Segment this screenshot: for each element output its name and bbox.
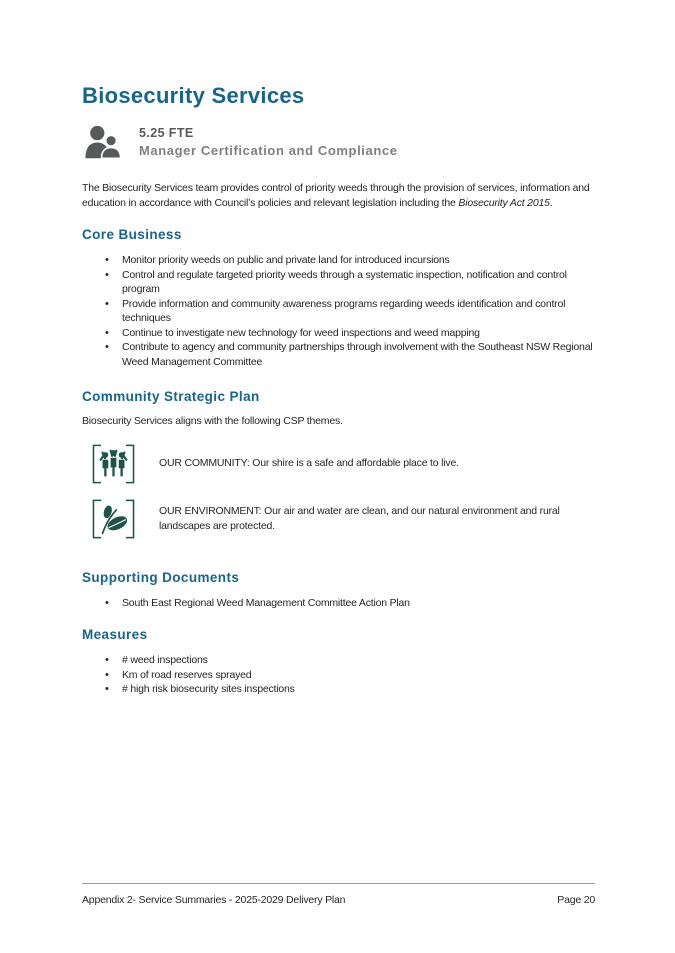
- footer-document-title: Appendix 2- Service Summaries - 2025-2029 Delivery Plan: [82, 894, 346, 906]
- csp-intro-text: Biosecurity Services aligns with the following CSP themes.: [82, 415, 343, 427]
- footer-page-number: Page 20: [557, 894, 595, 906]
- csp-section: [82, 389, 593, 540]
- intro-text-after: .: [549, 196, 553, 209]
- csp-theme-community: [82, 443, 593, 485]
- fte-value: 5.25 FTE: [139, 126, 194, 140]
- supporting-documents-list: [82, 596, 593, 611]
- intro-text-before: The Biosecurity Services team provides control of priority weeds through the provision of services, information and education in accordance with Council’s policies and relevant legislation including the: [82, 182, 590, 209]
- list-item: • Km of road reserves sprayed: [82, 668, 593, 683]
- list-item: • # weed inspections: [82, 653, 593, 668]
- supporting-documents-section: [82, 570, 593, 611]
- staffing-row: [82, 124, 593, 162]
- environment-theme-text: OUR ENVIRONMENT: Our air and water are clean, and our natural environment and rural landscapes are protected.: [159, 505, 560, 532]
- people-icon: [84, 124, 122, 162]
- manager-title: Manager Certification and Compliance: [139, 143, 398, 158]
- list-item: • Contribute to agency and community partnerships through involvement with the Southeast NSW Regional Weed Management Committee: [82, 340, 593, 369]
- csp-heading: Community Strategic Plan: [82, 389, 260, 404]
- community-icon: [90, 443, 137, 485]
- core-business-list: [82, 253, 593, 369]
- list-item: • # high risk biosecurity sites inspections: [82, 682, 593, 697]
- page-title: Biosecurity Services: [82, 83, 305, 108]
- staffing-text: [139, 124, 398, 158]
- intro-paragraph: [82, 181, 593, 210]
- csp-theme-environment: [82, 498, 593, 540]
- measures-section: [82, 627, 593, 697]
- measures-list: [82, 653, 593, 697]
- list-item: • Monitor priority weeds on public and private land for introduced incursions: [82, 253, 593, 268]
- measures-heading: Measures: [82, 627, 148, 642]
- core-business-heading: Core Business: [82, 227, 182, 242]
- list-item: • Continue to investigate new technology for weed inspections and weed mapping: [82, 326, 593, 341]
- list-item: • Provide information and community awareness programs regarding weeds identification and control techniques: [82, 297, 593, 326]
- supporting-documents-heading: Supporting Documents: [82, 569, 240, 585]
- core-business-section: [82, 227, 593, 369]
- list-item: • Control and regulate targeted priority weeds through a systematic inspection, notification and control program: [82, 268, 593, 297]
- list-item: • South East Regional Weed Management Committee Action Plan: [82, 596, 593, 611]
- environment-icon: [90, 498, 137, 540]
- community-theme-text: OUR COMMUNITY: Our shire is a safe and affordable place to live.: [159, 457, 459, 470]
- page-footer: [82, 883, 595, 906]
- act-name-italic: Biosecurity Act 2015: [458, 196, 550, 209]
